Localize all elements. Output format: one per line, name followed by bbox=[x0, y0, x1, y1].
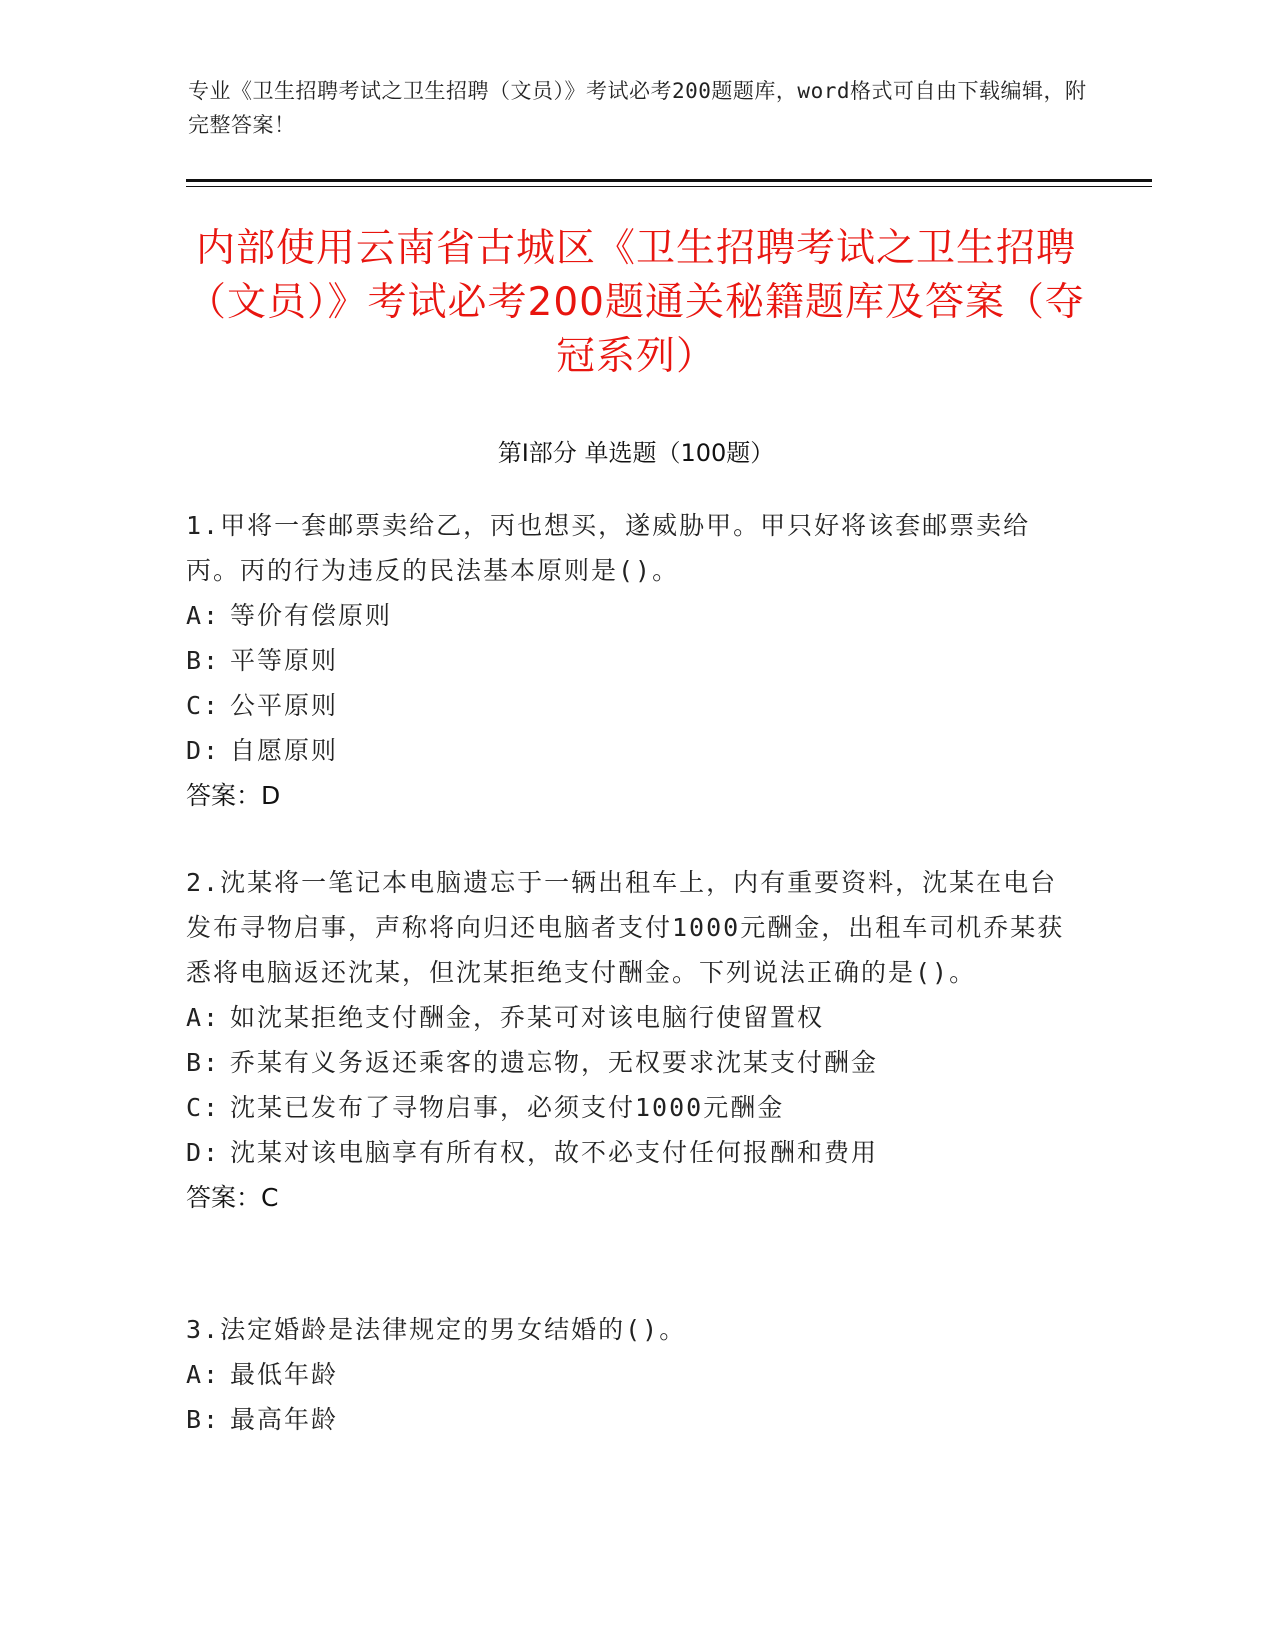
option-a bbox=[186, 593, 1066, 638]
option-a bbox=[186, 1352, 1066, 1397]
option-key: A: bbox=[186, 1003, 221, 1032]
option-b bbox=[186, 1397, 1066, 1442]
answer-label: 答案：C bbox=[186, 1183, 279, 1212]
question-stem: 3.法定婚龄是法律规定的男女结婚的()。 bbox=[186, 1315, 687, 1344]
option-key: C: bbox=[186, 1093, 221, 1122]
option-text: 沈某对该电脑享有所有权，故不必支付任何报酬和费用 bbox=[230, 1138, 879, 1167]
question-2 bbox=[186, 860, 1066, 1220]
option-c bbox=[186, 683, 1066, 728]
header-divider-thin bbox=[186, 186, 1152, 187]
question-stem: 2.沈某将一笔记本电脑遗忘于一辆出租车上，内有重要资料，沈某在电台发布寻物启事，声称将向归还电脑者支付1000元酬金，出租车司机乔某获悉将电脑返还沈某，但沈某拒绝支付酬金。下列说法正确的是()。 bbox=[186, 868, 1065, 987]
option-text: 沈某已发布了寻物启事，必须支付1000元酬金 bbox=[230, 1093, 785, 1122]
option-d bbox=[186, 728, 1066, 773]
option-text: 最低年龄 bbox=[230, 1360, 339, 1389]
option-text: 等价有偿原则 bbox=[230, 601, 393, 630]
header-note: 专业《卫生招聘考试之卫生招聘（文员）》考试必考200题题库，word格式可自由下载编辑，附完整答案！ bbox=[188, 79, 1087, 137]
document-title: 内部使用云南省古城区《卫生招聘考试之卫生招聘（文员）》考试必考200题通关秘籍题库及答案（夺冠系列） bbox=[187, 226, 1085, 379]
option-key: C: bbox=[186, 691, 221, 720]
option-a bbox=[186, 995, 1066, 1040]
option-b bbox=[186, 638, 1066, 683]
question-1 bbox=[186, 503, 1066, 818]
option-key: D: bbox=[186, 736, 221, 765]
section-title: 第Ⅰ部分 单选题（100题） bbox=[497, 439, 775, 467]
header-divider-thick bbox=[186, 179, 1152, 182]
option-text: 如沈某拒绝支付酬金，乔某可对该电脑行使留置权 bbox=[230, 1003, 825, 1032]
question-stem: 1.甲将一套邮票卖给乙，丙也想买，遂威胁甲。甲只好将该套邮票卖给丙。丙的行为违反的民法基本原则是()。 bbox=[186, 511, 1031, 585]
option-text: 自愿原则 bbox=[230, 736, 339, 765]
option-c bbox=[186, 1085, 1066, 1130]
option-key: A: bbox=[186, 601, 221, 630]
option-b bbox=[186, 1040, 1066, 1085]
option-text: 乔某有义务返还乘客的遗忘物，无权要求沈某支付酬金 bbox=[230, 1048, 879, 1077]
option-d bbox=[186, 1130, 1066, 1175]
option-key: B: bbox=[186, 646, 221, 675]
option-text: 平等原则 bbox=[230, 646, 339, 675]
option-text: 最高年龄 bbox=[230, 1405, 339, 1434]
option-key: D: bbox=[186, 1138, 221, 1167]
option-key: B: bbox=[186, 1048, 221, 1077]
option-key: A: bbox=[186, 1360, 221, 1389]
answer-label: 答案：D bbox=[186, 781, 281, 810]
question-3 bbox=[186, 1307, 1066, 1442]
option-key: B: bbox=[186, 1405, 221, 1434]
option-text: 公平原则 bbox=[230, 691, 339, 720]
